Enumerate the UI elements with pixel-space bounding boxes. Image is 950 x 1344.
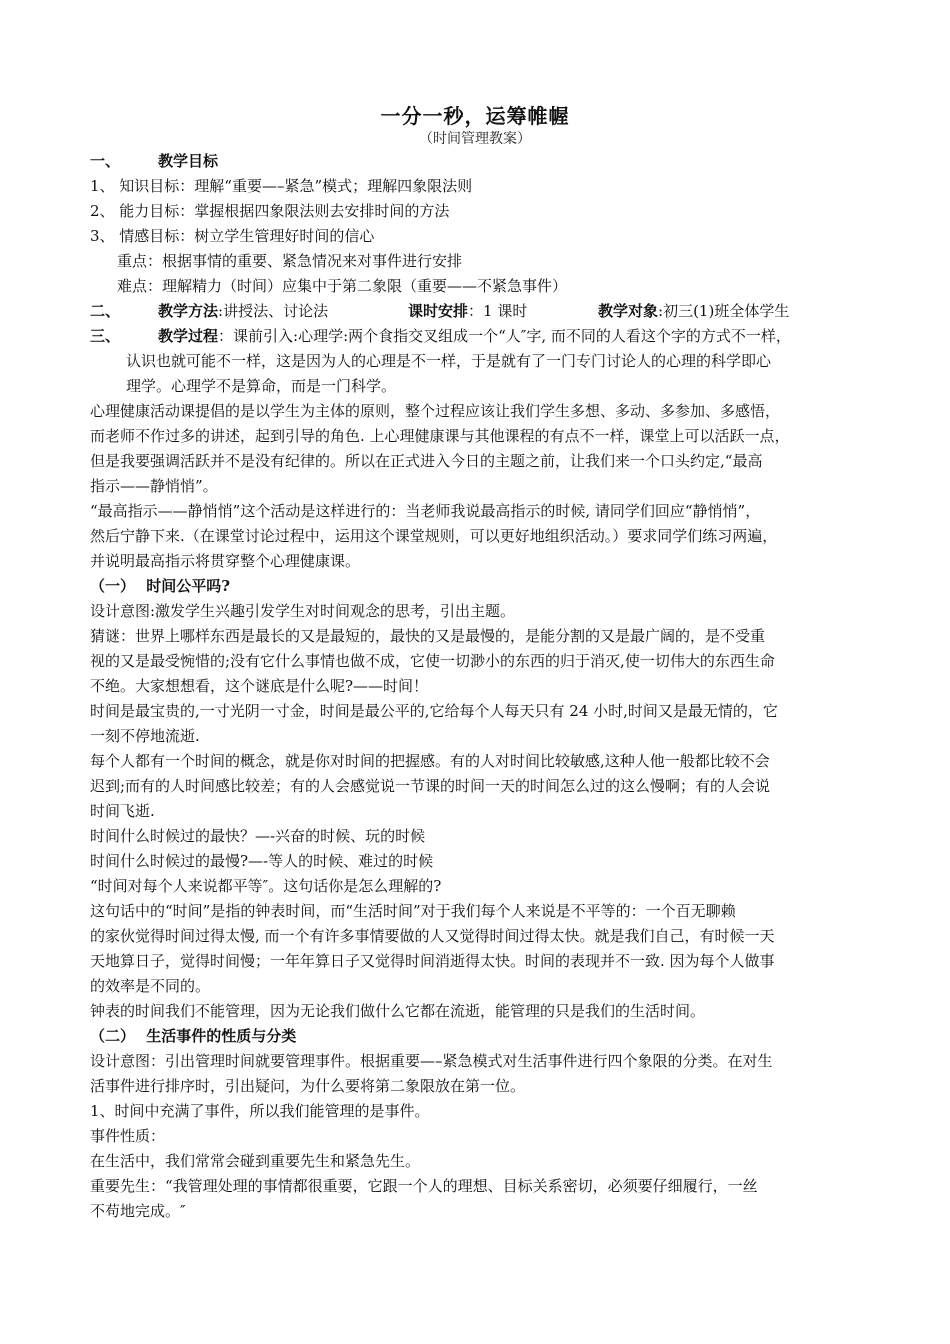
subsection-2-number: （二） (90, 1027, 136, 1045)
target-value: :初三(1)班全体学生 (658, 302, 790, 320)
subsection-1-number: （一） (90, 577, 136, 595)
body-line: 时间什么时候过的最慢?—-等人的时候、难过的时候 (90, 852, 434, 870)
body-line: “时间对每个人来说都平等″。这句话你是怎么理解的? (90, 877, 442, 895)
body-line: 不绝。大家想想看，这个谜底是什么呢?——时间！ (90, 677, 429, 695)
process-intro-3: 理学。心理学不是算命，而是一门科学。 (126, 377, 397, 395)
process-label: 教学过程 (158, 327, 219, 345)
section-1-number: 一、 (90, 152, 121, 170)
key-point: 重点：根据事情的重要、紧急情况来对事件进行安排 (117, 252, 463, 270)
body-line: 天地算日子，觉得时间慢；一年年算日子又觉得时间消逝得太快。时间的表现并不一致. 因为每个人做事 (90, 952, 775, 970)
method-label: 教学方法 (158, 302, 219, 320)
body-line: 并说明最高指示将贯穿整个心理健康课。 (90, 552, 361, 570)
body-line: 猜谜：世界上哪样东西是最长的又是最短的，最快的又是最慢的，是能分割的又是最广阔的，是不受重 (90, 627, 766, 645)
body-line: 在生活中，我们常常会碰到重要先生和紧急先生。 (90, 1152, 421, 1170)
process-intro-2: 认识也就可能不一样，这是因为人的心理是不一样，于是就有了一门专门讨论人的心理的科学即心 (126, 352, 772, 370)
body-line: 事件性质： (90, 1127, 166, 1145)
body-line: “最高指示——静悄悄”这个活动是这样进行的：当老师我说最高指示的时候, 请同学们回应“静悄悄”， (90, 502, 761, 520)
body-line: 时间飞逝. (90, 802, 155, 820)
process-intro-1: ：课前引入:心理学:两个食指交叉组成一个“人″字, 而不同的人看这个字的方式不一样， (218, 327, 791, 345)
body-line: 不苟地完成。″ (90, 1202, 186, 1220)
body-line: 设计意图：引出管理时间就要管理事件。根据重要—–紧急模式对生活事件进行四个象限的分类。在对生 (90, 1052, 773, 1070)
body-line: 1、时间中充满了事件，所以我们能管理的是事件。 (90, 1102, 430, 1120)
body-line: 一刻不停地流逝. (90, 727, 200, 745)
section-3-number: 三、 (90, 327, 121, 345)
body-line: 重要先生：“我管理处理的事情都很重要，它跟一个人的理想、目标关系密切，必须要仔细履行，一丝 (90, 1177, 758, 1195)
body-line: 每个人都有一个时间的概念，就是你对时间的把握感。有的人对时间比较敏感,这种人他一般都比较不会 (90, 752, 770, 770)
body-line: 设计意图:激发学生兴趣引发学生对时间观念的思考，引出主题。 (90, 602, 516, 620)
goal-2: 2、 能力目标：掌握根据四象限法则去安排时间的方法 (90, 202, 450, 220)
body-line: 这句话中的“时间”是指的钟表时间，而“生活时间”对于我们每个人来说是不平等的：一个百无聊赖 (90, 902, 736, 920)
body-line: 视的又是最受惋惜的;没有它什么事情也做不成，它使一切渺小的东西的归于消灭,使一切伟大的东西生命 (90, 652, 775, 670)
goal-3: 3、 情感目标：树立学生管理好时间的信心 (90, 227, 375, 245)
document-title: 一分一秒，运筹帷幄 (380, 104, 570, 128)
section-2-number: 二、 (90, 302, 121, 320)
section-1-heading (90, 149, 870, 173)
body-line: 时间是最宝贵的,一寸光阴一寸金，时间是最公平的,它给每个人每天只有 24 小时,时间又是最无情的，它 (90, 702, 778, 720)
subsection-2-title: 生活事件的性质与分类 (146, 1027, 297, 1045)
difficult-point: 难点：理解精力（时间）应集中于第二象限（重要——不紧急事件） (117, 277, 568, 295)
hours-label: 课时安排 (408, 302, 469, 320)
body-line: 钟表的时间我们不能管理，因为无论我们做什么它都在流逝，能管理的只是我们的生活时间。 (90, 1002, 706, 1020)
subsection-2-heading (90, 1024, 870, 1048)
body-line: 活事件进行排序时，引出疑问，为什么要将第二象限放在第一位。 (90, 1077, 526, 1095)
section-1-title: 教学目标 (158, 152, 219, 170)
body-line: 心理健康活动课提倡的是以学生为主体的原则，整个过程应该让我们学生多想、多动、多参加、多感悟， (90, 402, 781, 420)
subsection-1-heading (90, 574, 870, 598)
body-line: 的效率是不同的。 (90, 977, 211, 995)
goal-1: 1、 知识目标：理解“重要—–紧急”模式；理解四象限法则 (90, 177, 473, 195)
subsection-1-title: 时间公平吗? (146, 577, 231, 595)
section-3-line (90, 324, 870, 348)
method-value: :讲授法、讨论法 (218, 302, 329, 320)
body-line: 但是我要强调活跃并不是没有纪律的。所以在正式进入今日的主题之前，让我们来一个口头约定,“最高 (90, 452, 763, 470)
target-label: 教学对象 (598, 302, 659, 320)
body-line: 的家伙觉得时间过得太慢, 而一个有许多事情要做的人又觉得时间过得太快。就是我们自己，有时候一天 (90, 927, 775, 945)
body-line: 时间什么时候过的最快？—-兴奋的时候、玩的时候 (90, 827, 426, 845)
body-line: 指示——静悄悄”。 (90, 477, 218, 495)
hours-value: ：1 课时 (468, 302, 528, 320)
body-line: 迟到;而有的人时间感比较差；有的人会感觉说一节课的时间一天的时间怎么过的这么慢啊；有的人会说 (90, 777, 771, 795)
document-subtitle: （时间管理教案） (419, 131, 531, 147)
body-line: 然后宁静下来.（在课堂讨论过程中，运用这个课堂规则，可以更好地组织活动。）要求同学们练习两遍， (90, 527, 778, 545)
body-line: 而老师不作过多的讲述，起到引导的角色. 上心理健康课与其他课程的有点不一样，课堂上可以活跃一点， (90, 427, 790, 445)
section-2-line (90, 299, 870, 323)
